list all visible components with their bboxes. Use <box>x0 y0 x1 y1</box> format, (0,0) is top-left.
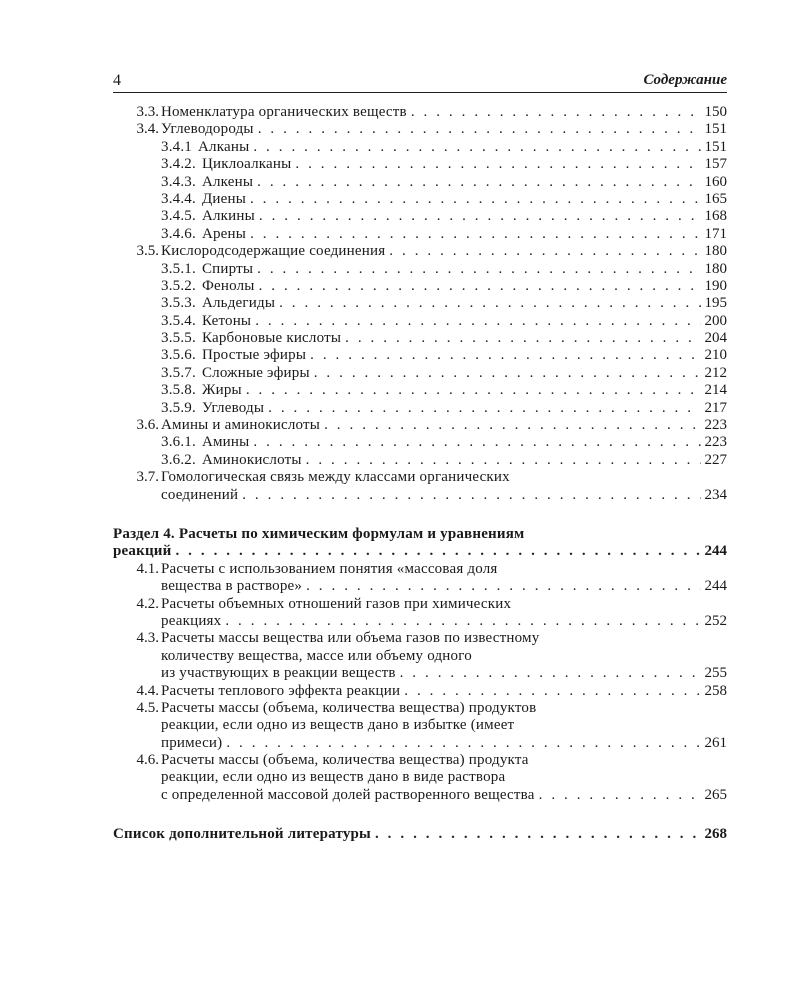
toc-page-number: 190 <box>704 277 727 294</box>
toc-entry-title: Алканы <box>198 138 250 155</box>
dot-leader <box>411 104 701 121</box>
toc-page-number: 227 <box>704 451 727 468</box>
dot-leader <box>250 226 700 243</box>
dot-leader <box>253 139 700 156</box>
toc-entry <box>113 717 727 734</box>
toc-entry-title: Углеводы <box>201 399 265 416</box>
toc-entry-title: Карбоновые кислоты <box>201 330 342 347</box>
toc-page-number: 200 <box>704 312 727 329</box>
toc-entry-title: реакции, если одно из веществ дано в виде раствора <box>161 769 506 786</box>
dot-leader <box>259 208 701 225</box>
toc-entry-title: количеству вещества, массе или объему одного <box>161 647 472 664</box>
page-number: 4 <box>113 72 121 89</box>
toc-entry-number: 3.4.2. <box>161 156 196 173</box>
toc-entry-title: соединений <box>161 486 239 503</box>
toc-entry-number: 3.4.5. <box>161 208 196 225</box>
toc-entry-title: Кислородсодержащие соединения <box>161 243 386 260</box>
toc-entry-number: 3.7. <box>136 469 159 486</box>
toc-entry <box>113 400 727 417</box>
toc-entry-title: реакции, если одно из веществ дано в избытке (имеет <box>161 717 515 734</box>
toc-page-number: 268 <box>704 826 727 843</box>
toc-entry-number: 3.6.1. <box>161 434 196 451</box>
toc-entry-number: 4.2. <box>136 595 159 612</box>
running-head <box>113 72 727 90</box>
dot-leader <box>400 665 701 682</box>
toc-section-entry <box>113 526 727 543</box>
dot-leader <box>225 613 700 630</box>
toc-entry-number: 4.3. <box>136 630 159 647</box>
toc-entry-title: Список дополнительной литературы <box>113 826 371 843</box>
toc-page-number: 244 <box>704 543 727 560</box>
toc-entry <box>113 665 727 682</box>
toc-page-number: 255 <box>704 665 727 682</box>
toc-entry <box>113 191 727 208</box>
dot-leader <box>295 156 700 173</box>
toc-entry-title: реакций <box>113 543 172 560</box>
toc-page-number: 151 <box>704 121 727 138</box>
toc-entry <box>113 683 727 700</box>
dot-leader <box>306 452 701 469</box>
dot-leader <box>306 578 700 595</box>
toc-page-number: 244 <box>704 578 727 595</box>
toc-entry-number: 3.5.3. <box>161 295 196 312</box>
toc-entry-title: Арены <box>201 225 247 242</box>
toc-entry-title: Расчеты объемных отношений газов при химических <box>161 595 512 612</box>
toc-entry-title: Алкины <box>201 208 255 225</box>
toc-page-number: 234 <box>704 486 727 503</box>
toc-entry-title: Расчеты с использованием понятия «массовая доля <box>161 560 498 577</box>
toc-entry-number: 3.5.4. <box>161 312 196 329</box>
toc-entry-title: Кетоны <box>201 312 252 329</box>
toc-page-number: 204 <box>704 330 727 347</box>
dot-leader <box>268 400 700 417</box>
toc-page-number: 160 <box>704 173 727 190</box>
toc-entry <box>113 139 727 156</box>
toc-entry <box>113 469 727 486</box>
toc-entry-title: Диены <box>201 190 246 207</box>
toc-entry-title: примеси) <box>161 734 223 751</box>
dot-leader <box>314 365 701 382</box>
toc-page-number: 212 <box>704 364 727 381</box>
toc-entry <box>113 330 727 347</box>
toc-entry-title: Амины и аминокислоты <box>161 417 321 434</box>
toc-entry <box>113 156 727 173</box>
toc-entry-number: 3.6. <box>136 417 159 434</box>
dot-leader <box>257 174 700 191</box>
toc-entry-title: Раздел 4. Расчеты по химическим формулам и уравнениям <box>113 525 525 542</box>
toc-entry-number: 4.1. <box>136 560 159 577</box>
toc-entry-title: Углеводороды <box>161 121 254 138</box>
toc-page-number: 168 <box>704 208 727 225</box>
dot-leader <box>226 735 700 752</box>
toc-entry-title: Гомологическая связь между классами органических <box>161 469 510 486</box>
toc-entry <box>113 365 727 382</box>
dot-leader <box>389 243 700 260</box>
dot-leader <box>539 787 701 804</box>
toc-entry-title: Расчеты массы (объема, количества вещества) продукта <box>161 752 529 769</box>
toc-entry-number: 3.5.9. <box>161 399 196 416</box>
dot-leader <box>258 121 701 138</box>
toc-entry-title: Альдегиды <box>201 295 276 312</box>
toc-entry <box>113 578 727 595</box>
toc-entry <box>113 434 727 451</box>
toc-entry <box>113 208 727 225</box>
toc-page-number: 223 <box>704 417 727 434</box>
toc-entry <box>113 487 727 504</box>
toc-entry-title: Расчеты теплового эффекта реакции <box>161 682 401 699</box>
toc-page-number: 150 <box>704 104 727 120</box>
dot-leader <box>257 261 700 278</box>
toc-entry-title: Сложные эфиры <box>201 364 310 381</box>
toc-entry <box>113 561 727 578</box>
toc-entry-title: Номенклатура органических веществ <box>161 104 407 120</box>
toc-section-entry <box>113 543 727 560</box>
toc-entry-title: Расчеты массы (объема, количества вещества) продуктов <box>161 699 537 716</box>
toc-page-number: 214 <box>704 382 727 399</box>
running-title: Содержание <box>643 72 727 88</box>
toc-entry <box>113 121 727 138</box>
toc-entry <box>113 347 727 364</box>
dot-leader <box>253 434 700 451</box>
toc-entry-number: 3.5.1. <box>161 260 196 277</box>
toc-entry-number: 3.5.2. <box>161 277 196 294</box>
toc-entry <box>113 752 727 769</box>
toc-entry <box>113 769 727 786</box>
toc-entry-title: Амины <box>201 434 250 451</box>
toc-page-number: 265 <box>704 786 727 803</box>
toc-page-number: 252 <box>704 612 727 629</box>
toc-entry <box>113 295 727 312</box>
dot-leader <box>324 417 700 434</box>
toc-entry <box>113 313 727 330</box>
toc-entry <box>113 417 727 434</box>
toc-entry <box>113 243 727 260</box>
toc-entry <box>113 261 727 278</box>
toc-entry-number: 3.6.2. <box>161 451 196 468</box>
toc-entry-title: Аминокислоты <box>201 451 302 468</box>
toc-entry-number: 3.4. <box>136 121 159 138</box>
toc-entry-title: Фенолы <box>201 277 255 294</box>
toc-entry-number: 3.5.8. <box>161 382 196 399</box>
toc-page-number: 258 <box>704 682 727 699</box>
dot-leader <box>246 382 701 399</box>
toc-page-number: 180 <box>704 260 727 277</box>
toc-section-entry <box>113 826 727 843</box>
dot-leader <box>279 295 700 312</box>
toc-spacer <box>113 504 727 526</box>
dot-leader <box>404 683 700 700</box>
toc-entry-title: Спирты <box>201 260 254 277</box>
toc-entry-title: реакциях <box>161 612 222 629</box>
dot-leader <box>310 347 700 364</box>
toc-entry <box>113 787 727 804</box>
toc-page-number: 151 <box>704 138 727 155</box>
toc-entry <box>113 382 727 399</box>
toc-entry-title: вещества в растворе» <box>161 578 303 595</box>
toc-entry-title: Жиры <box>201 382 242 399</box>
toc-page-number: 223 <box>704 434 727 451</box>
toc-entry-number: 3.5. <box>136 243 159 260</box>
toc-entry-title: Расчеты массы вещества или объема газов по известному <box>161 630 540 647</box>
toc-entry-title: Простые эфиры <box>201 347 307 364</box>
toc-entry-number: 3.3. <box>136 104 159 120</box>
toc-entry <box>113 226 727 243</box>
toc-entry-title: Циклоалканы <box>201 156 292 173</box>
toc-entry-number: 3.5.6. <box>161 347 196 364</box>
toc-entry-title: с определенной массовой долей растворенного вещества <box>161 786 535 803</box>
toc-entry <box>113 104 727 121</box>
toc-entry-number: 3.4.4. <box>161 190 196 207</box>
toc-entry <box>113 613 727 630</box>
dot-leader <box>250 191 701 208</box>
toc-entry <box>113 452 727 469</box>
toc-entry <box>113 174 727 191</box>
toc-entry <box>113 630 727 647</box>
toc-page-number: 261 <box>704 734 727 751</box>
toc-entry-number: 3.5.5. <box>161 330 196 347</box>
dot-leader <box>375 826 701 843</box>
toc-entry-number: 4.6. <box>136 752 159 769</box>
toc-entry-number: 4.4. <box>136 682 159 699</box>
toc-entry <box>113 648 727 665</box>
toc-entry-title: Алкены <box>201 173 254 190</box>
toc-page-number: 171 <box>704 225 727 242</box>
toc-entry-number: 3.4.1 <box>161 138 192 155</box>
toc-entry-number: 3.4.3. <box>161 173 196 190</box>
toc-page-number: 217 <box>704 399 727 416</box>
toc-entry-number: 4.5. <box>136 699 159 716</box>
toc-page-number: 210 <box>704 347 727 364</box>
toc-spacer <box>113 804 727 826</box>
toc-page-number: 195 <box>704 295 727 312</box>
dot-leader <box>242 487 700 504</box>
toc-entry <box>113 278 727 295</box>
toc-entry <box>113 700 727 717</box>
dot-leader <box>345 330 700 347</box>
toc-entry-number: 3.4.6. <box>161 225 196 242</box>
toc-page-number: 157 <box>704 156 727 173</box>
dot-leader <box>259 278 701 295</box>
table-of-contents <box>113 104 727 844</box>
dot-leader <box>255 313 700 330</box>
dot-leader <box>175 543 700 560</box>
toc-entry-number: 3.5.7. <box>161 364 196 381</box>
toc-entry-title: из участвующих в реакции веществ <box>161 665 396 682</box>
toc-entry <box>113 735 727 752</box>
toc-entry <box>113 596 727 613</box>
header-rule <box>113 92 727 93</box>
toc-page-number: 165 <box>704 190 727 207</box>
toc-page-number: 180 <box>704 243 727 260</box>
